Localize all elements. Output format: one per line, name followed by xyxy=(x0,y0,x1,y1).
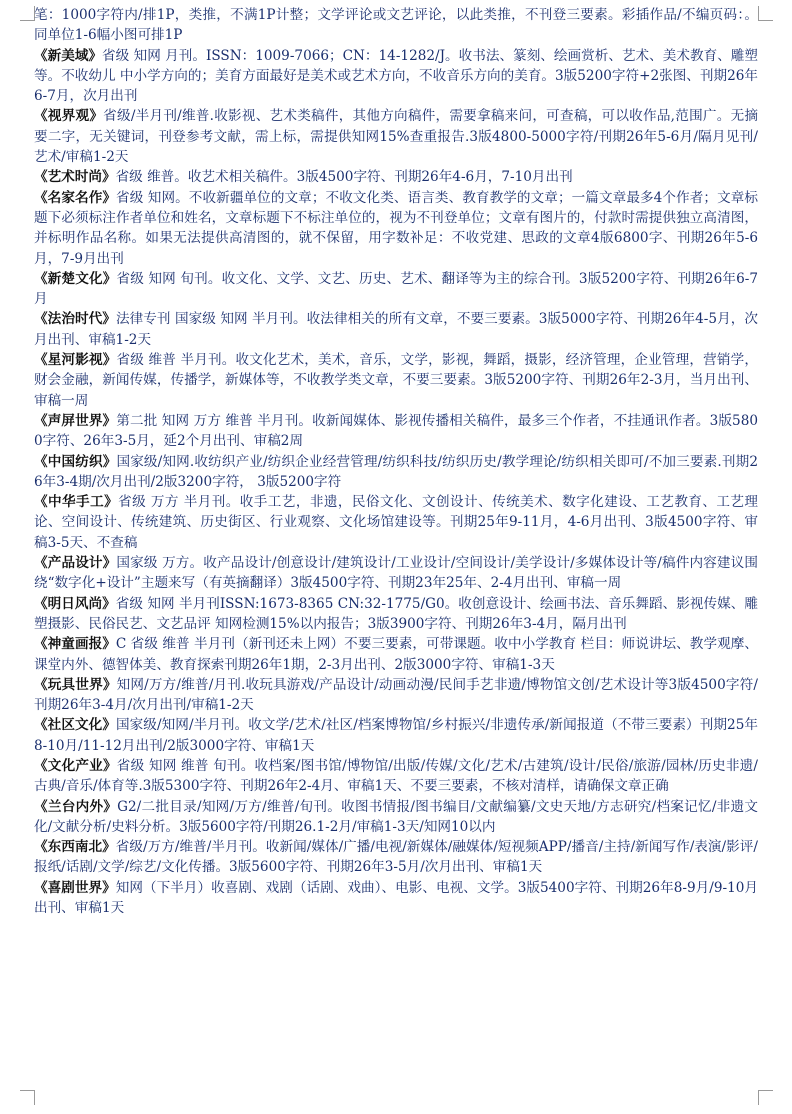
journal-description: 省级 知网 旬刊。收文化、文学、文艺、历史、艺术、翻译等为主的综合刊。3版5200字符、刊期26年6-7月 xyxy=(34,270,759,308)
journal-description: 省级 知网 半月刊ISSN:1673-8365 CN:32-1775/G0。收创意设计、绘画书法、音乐舞蹈、影视传媒、雕塑摄影、民俗民艺、文艺品评 知网检测15%以内报告；3版3900字符、刊期26年3-4月，隔月出刊 xyxy=(34,595,758,632)
journal-title: 《艺术时尚》 xyxy=(34,169,116,186)
crop-mark-top-right xyxy=(758,6,773,21)
journal-title: 《喜剧世界》 xyxy=(34,879,116,896)
crop-mark-bottom-right xyxy=(758,1090,773,1105)
journal-entry xyxy=(34,756,758,797)
journal-description: 法律专刊 国家级 知网 半月刊。收法律相关的所有文章，不要三要素。3版5000字符、刊期26年4-5月，次月出刊、审稿1-2天 xyxy=(34,311,758,348)
journal-entry xyxy=(34,675,758,716)
journal-description: 省级 知网 维普 旬刊。收档案/图书馆/博物馆/出版/传媒/文化/艺术/古建筑/设计/民俗/旅游/园林/历史非遗/古典/音乐/体育等.3版5300字符、刊期26年2-4月、审稿1天、不要三要素，不核对清样，请确保文章正确 xyxy=(34,757,758,795)
journal-entry xyxy=(34,269,758,310)
journal-title: 《视界观》 xyxy=(34,108,104,125)
journal-title: 《神童画报》 xyxy=(34,636,116,653)
journal-title: 《法治时代》 xyxy=(34,311,116,328)
crop-mark-top-left xyxy=(20,6,35,21)
journal-description: 省级 知网 月刊。ISSN：1009-7066；CN：14-1282/J。收书法、篆刻、绘画赏析、艺术、美术教育、雕塑等。不收幼儿 中小学方向的；美育方面最好是美术或艺术方向，不收音乐方向的美育。3版5200字符+2张图、刊期26年6-7月，次月出刊 xyxy=(34,47,759,105)
journal-title: 《中国纺织》 xyxy=(34,453,117,470)
journal-description: 省级 万方 半月刊。收手工艺，非遗，民俗文化、文创设计、传统美术、数字化建设、工艺教育、工艺理论、空间设计、传统建筑、历史街区、行业观察、文化场馆建设等。刊期25年9-11月，4-6月出刊、3版4500字符、审稿3-5天、不查稿 xyxy=(34,494,759,551)
journal-entry xyxy=(34,492,758,553)
journal-description: G2/二批目录/知网/万方/维普/旬刊。收图书情报/图书编目/文献编纂/文史天地/方志研究/档案记忆/非遗文化/文献分析/史料分析。3版5600字符/刊期26.1-2月/审稿1-3天/知网10以内 xyxy=(34,798,759,835)
journal-entry xyxy=(34,715,758,756)
journal-description: 省级 维普。收艺术相关稿件。3版4500字符、刊期26年4-6月，7-10月出刊 xyxy=(115,169,573,186)
journal-entry xyxy=(34,309,758,350)
journal-description: 国家级/知网.收纺织产业/纺织企业经营管理/纺织科技/纺织历史/教学理论/纺织相关即可/不加三要素.刊期26年3-4期/次月出刊/2版3200字符， 3版5200字符 xyxy=(34,453,758,490)
journal-title: 《产品设计》 xyxy=(34,555,117,572)
journal-title: 《中华手工》 xyxy=(34,494,119,511)
journal-entry xyxy=(34,553,758,594)
journal-title: 《社区文化》 xyxy=(34,717,116,734)
journal-entry xyxy=(34,46,758,107)
journal-list xyxy=(34,46,758,919)
journal-entry xyxy=(34,106,758,167)
journal-description: 省级 知网。不收新疆单位的文章；不收文化类、语言类、教育教学的文章；一篇文章最多4个作者；文章标题下必须标注作者单位和姓名，文章标题下不标注单位的，视为不刊登单位；文章有图片的，付款时需提供独立高清图，并标明作品名称。如果无法提供高清图的，就不保留，用字数补足：不收党建、思政的文章4版6800字、刊期26年5-6月，7-9月出刊 xyxy=(34,189,759,267)
journal-entry xyxy=(34,167,758,187)
journal-description: 第二批 知网 万方 维普 半月刊。收新闻媒体、影视传播相关稿件，最多三个作者，不挂通讯作者。3版5800字符、26年3-5月，延2个月出刊、审稿2周 xyxy=(34,412,758,450)
journal-description: C 省级 维普 半月刊（新刊还未上网）不要三要素，可带课题。收中小学教育 栏目：师说讲坛、教学观摩、课堂内外、德智体美、教育探索刊期26年1期，2-3月出刊、2版3000字符、审稿1-3天 xyxy=(34,636,759,673)
journal-title: 《文化产业》 xyxy=(34,757,117,774)
document-body xyxy=(34,5,758,918)
journal-title: 《声屏世界》 xyxy=(34,412,117,429)
journal-title: 《玩具世界》 xyxy=(34,676,117,693)
journal-entry xyxy=(34,350,758,411)
journal-title: 《星河影视》 xyxy=(34,352,117,369)
journal-entry xyxy=(34,594,758,635)
journal-description: 省级 维普 半月刊。收文化艺术，美术，音乐，文学，影视，舞蹈，摄影，经济管理，企业管理，营销学，财会金融，新闻传媒，传播学，新媒体等，不收教学类文章，不要三要素。3版5200字符、刊期26年2-3月，当月出刊、审稿一周 xyxy=(34,352,759,409)
journal-description: 国家级/知网/半月刊。收文学/艺术/社区/档案博物馆/乡村振兴/非遗传承/新闻报道（不带三要素）刊期25年8-10月/11-12月出刊/2版3000字符、审稿1天 xyxy=(34,717,759,754)
journal-title: 《兰台内外》 xyxy=(34,798,118,815)
journal-entry xyxy=(34,634,758,675)
journal-entry xyxy=(34,411,758,452)
journal-entry xyxy=(34,878,758,919)
journal-description: 知网/万方/维普/月刊.收玩具游戏/产品设计/动画动漫/民间手艺非遗/博物馆文创/艺术设计等3版4500字符/刊期26年3-4月/次月出刊/审稿1-2天 xyxy=(34,676,759,714)
journal-title: 《东西南北》 xyxy=(34,839,116,856)
journal-title: 《新美域》 xyxy=(34,47,103,64)
journal-entry xyxy=(34,188,758,269)
intro-paragraph: 笔：1000字符内/排1P，类推，不满1P计整；文学评论或文艺评论，以此类推，不刊登三要素。彩插作品/不编页码：。同单位1-6幅小图可排1P xyxy=(34,7,758,44)
journal-description: 国家级 万方。收产品设计/创意设计/建筑设计/工业设计/空间设计/美学设计/多媒体设计等/稿件内容建议围绕“数字化+设计”主题来写（有英摘翻译）3版4500字符、刊期23年25年、2-4月出刊、审稿一周 xyxy=(34,555,758,592)
crop-mark-bottom-left xyxy=(20,1090,35,1105)
journal-entry xyxy=(34,797,758,838)
journal-entry xyxy=(34,837,758,878)
journal-title: 《新楚文化》 xyxy=(34,270,117,287)
journal-description: 知网（下半月）收喜剧、戏剧（话剧、戏曲）、电影、电视、文学。3版5400字符、刊期26年8-9月/9-10月出刊、审稿1天 xyxy=(34,879,758,917)
journal-entry xyxy=(34,452,758,493)
journal-title: 《明日风尚》 xyxy=(34,595,116,612)
journal-description: 省级/半月刊/维普.收影视、艺术类稿件，其他方向稿件，需要拿稿来问，可查稿，可以收作品,范围广。无摘要二字，无关键词，刊登参考文献，需上标，需提供知网15%查重报告.3版4800-5000字符/刊期26年5-6月/隔月见刊/艺术/审稿1-2天 xyxy=(34,108,758,166)
journal-description: 省级/万方/维普/半月刊。收新闻/媒体/广播/电视/新媒体/融媒体/短视频APP/播音/主持/新闻写作/表演/影评/报纸/话剧/文学/综艺/文化传播。3版5600字符、刊期26年3-5月/次月出刊、审稿1天 xyxy=(34,839,758,876)
journal-title: 《名家名作》 xyxy=(34,189,117,206)
